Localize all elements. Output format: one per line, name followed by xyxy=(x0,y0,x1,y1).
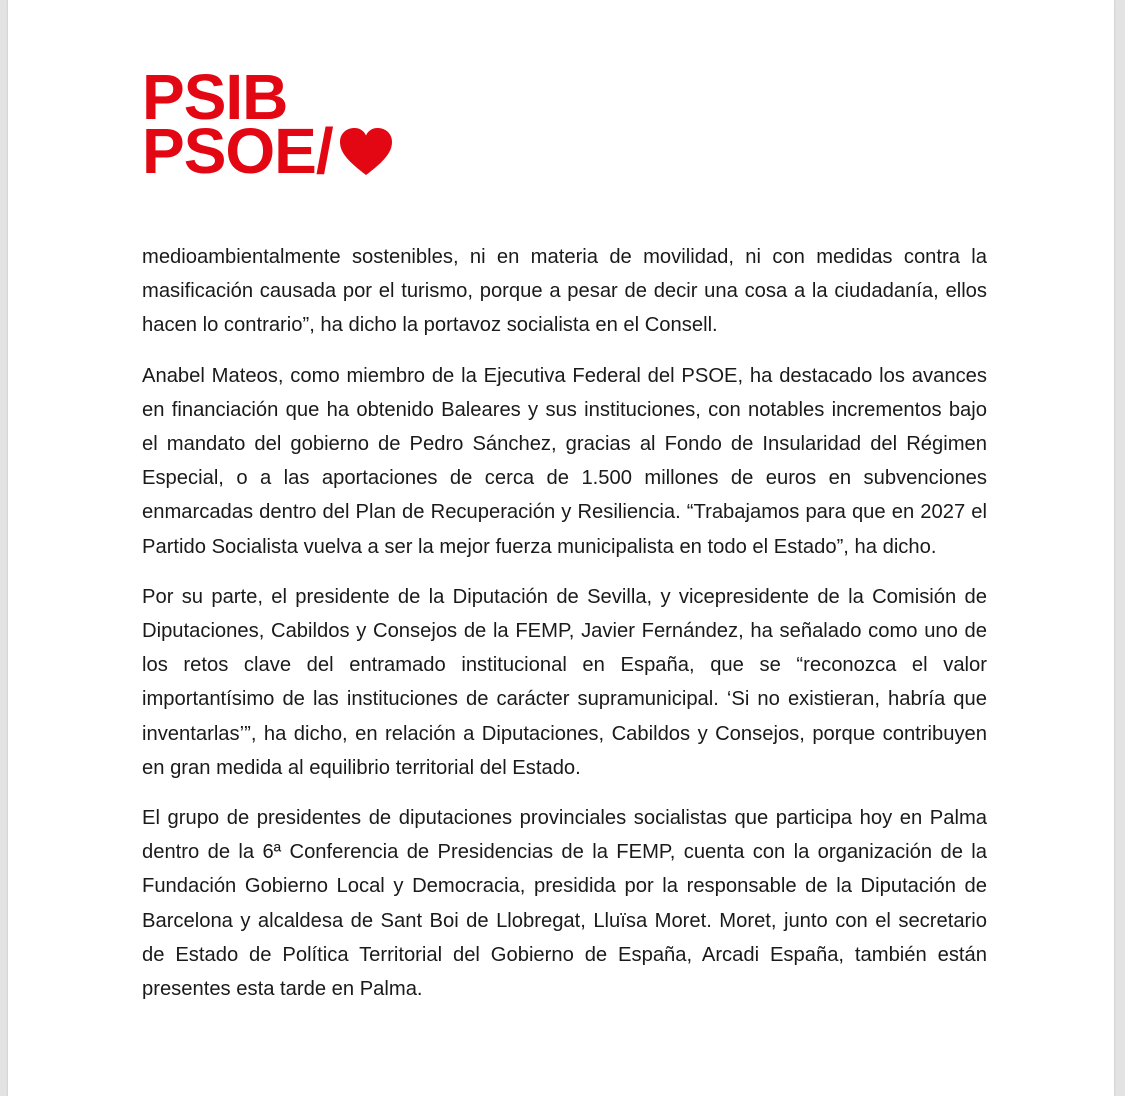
paragraph-1: medioambientalmente sostenibles, ni en materia de movilidad, ni con medidas contra la masificación causada por el turismo, porque a pesar de decir una cosa a la ciudadanía, ellos hacen lo contrario”, ha dicho la portavoz socialista en el Consell. xyxy=(142,246,987,337)
document-body xyxy=(142,240,987,1022)
psib-psoe-logo xyxy=(142,61,393,187)
document-page xyxy=(8,0,1114,1096)
logo-line-psib: PSIB xyxy=(142,61,288,133)
heart-icon xyxy=(339,127,393,177)
paragraph-3: Por su parte, el presidente de la Diputación de Sevilla, y vicepresidente de la Comisión de Diputaciones, Cabildos y Consejos de la FEMP, Javier Fernández, ha señalado como uno de los retos clave del entramado institucional en España, que se “reconozca el valor importantísimo de las instituciones de carácter supramunicipal. ‘Si no existieran, habría que inventarlas’”, ha dicho, en relación a Diputaciones, Cabildos y Consejos, porque contribuyen en gran medida al equilibrio territorial del Estado. xyxy=(142,585,987,779)
logo-line-psoe xyxy=(142,115,393,187)
logo-psoe-text: PSOE/ xyxy=(142,115,333,187)
paragraph-2: Anabel Mateos, como miembro de la Ejecutiva Federal del PSOE, ha destacado los avances en financiación que ha obtenido Baleares y sus instituciones, con notables incrementos bajo el mandato del gobierno de Pedro Sánchez, gracias al Fondo de Insularidad del Régimen Especial, o a las aportaciones de cerca de 1.500 millones de euros en subvenciones enmarcadas dentro del Plan de Recuperación y Resiliencia. “Trabajamos para que en 2027 el Partido Socialista vuelva a ser la mejor fuerza municipalista en todo el Estado”, ha dicho. xyxy=(142,364,987,558)
paragraph-4: El grupo de presidentes de diputaciones provinciales socialistas que participa hoy en Palma dentro de la 6ª Conferencia de Presidencias de la FEMP, cuenta con la organización de la Fundación Gobierno Local y Democracia, presidida por la responsable de la Diputación de Barcelona y alcaldesa de Sant Boi de Llobregat, Lluïsa Moret. Moret, junto con el secretario de Estado de Política Territorial del Gobierno de España, Arcadi España, también están presentes esta tarde en Palma. xyxy=(142,807,987,1001)
